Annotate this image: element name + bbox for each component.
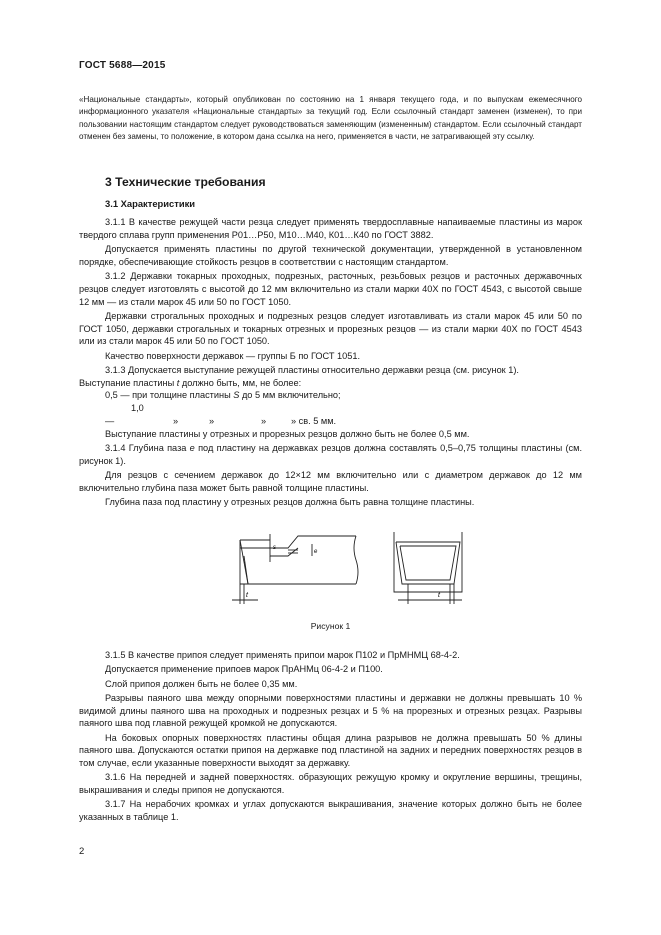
text-run: должно быть, мм, не более:: [179, 377, 302, 388]
paragraph-3-1-5-e: На боковых опорных поверхностях пластины общая длина разрывов не должна превышать 50 % длины паяного шва. Допускаются остатки припоя на державке под пластиной на задних и передних поверхностях резцов в том случае, если указанные поверхности выходят за державку.: [79, 732, 582, 768]
paragraph-3-1-2: 3.1.2 Державки токарных проходных, подрезных, расточных, резьбовых резцов и расточных державочных резцов следует изготовлять с высотой до 12 мм включительно из стали марки 40Х по ГОСТ 4543, с высотой свыше 12 мм — из стали марок 45 или 50 по ГОСТ 1050.: [79, 271, 582, 307]
paragraph-3-1-5-d: Разрывы паяного шва между опорными поверхностями пластины и державки не должны превышать 10 % видимой длины паяного шва на проходных и подрезных резцах и 5 % на прорезных и отрезных резцах. Разрывы паяного шва под главной режущей кромкой не допускаются.: [79, 692, 582, 729]
paragraph-3-1-5-b: Допускается применение припоев марок ПрАНМц 06-4-2 и П100.: [105, 664, 383, 675]
paragraph-3-1-3-e: Выступание пластины у отрезных и прорезных резцов должно быть не более 0,5 мм.: [105, 428, 470, 439]
intro-block: [79, 94, 582, 144]
ditto-mark: »: [173, 415, 179, 426]
paragraph-3-1-4-c: Глубина паза под пластину у отрезных резцов должна быть равна толщине пластины.: [105, 496, 475, 507]
paragraph-3-1-5-c: Слой припоя должен быть не более 0,35 мм.: [105, 678, 298, 689]
variable-e: е: [189, 442, 195, 453]
paragraph-3-1-1: 3.1.1 В качестве режущей части резца следует применять твердосплавные напаиваемые пластины из марок твердого сплава групп применения Р01…Р50, М10…М40, К01…К40 по ГОСТ 3882.: [79, 217, 582, 240]
insert-outline: [240, 548, 298, 556]
paragraph-3-1-3-c: [79, 389, 582, 402]
label-e: e: [314, 549, 318, 555]
left-tool-outline: [240, 536, 356, 548]
ditto-mark: »: [209, 415, 215, 426]
page-number: 2: [79, 846, 85, 857]
paragraph-3-1-4: [79, 442, 582, 468]
ditto-mark: »: [261, 415, 267, 426]
text-run: 1,0 —: [105, 403, 144, 426]
paragraph-3-1-7: 3.1.7 На нерабочих кромках и углах допускаются выкрашивания, значение которых должно быть не более указанных в таблице 1.: [79, 799, 582, 822]
subsection-heading: 3.1 Характеристики: [105, 198, 196, 209]
right-tool-inner: [400, 546, 456, 580]
label-t-left: t: [246, 592, 248, 599]
document-header: ГОСТ 5688—2015: [79, 60, 166, 71]
right-tool-outline: [394, 532, 462, 592]
paragraph-3-1-2-c: Качество поверхности державок — группы Б по ГОСТ 1051.: [105, 350, 361, 361]
label-t-right: t: [438, 592, 440, 599]
paragraph-3-1-3: 3.1.3 Допускается выступание режущей пластины относительно державки резца (см. рисунок 1).: [105, 364, 519, 375]
figure-1-drawing: [218, 520, 468, 610]
paragraph-3-1-3-d: [79, 402, 582, 428]
section-heading: 3 Технические требования: [105, 175, 266, 189]
text-run: 0,5 — при толщине пластины: [105, 390, 234, 401]
figure-caption: Рисунок 1: [310, 621, 351, 631]
body-text: [79, 216, 582, 510]
paragraph-3-1-1-b: Допускается применять пластины по другой технической документации, утвержденной в установленном порядке, обеспечивающие стойкость резцов в соответствии с настоящим стандартом.: [79, 244, 582, 267]
paragraph-3-1-3-b: [79, 377, 582, 390]
text-run: под пластину на державках резцов должна составлять 0,5–0,75 толщины пластины (см. рисунок 1).: [79, 442, 582, 466]
body-text-2: [79, 649, 582, 825]
text-run: 3.1.4 Глубина паза: [105, 442, 190, 453]
paragraph-3-1-4-b: Для резцов с сечением державок до 12×12 мм включительно или с диаметром державок до 12 мм включительно глубина паза может быть равной толщине пластины.: [79, 469, 582, 493]
paragraph-3-1-2-b: Державки строгальных проходных и подрезных резцов следует изготавливать из стали марок 45 или 50 по ГОСТ 1050, державки строгальных и токарных отрезных и прорезных резцов — из стали марки 40Х по ГОСТ 4543 или из стали марок 45 или 50 по ГОСТ 1050.: [79, 310, 582, 347]
paragraph-3-1-5: 3.1.5 В качестве припоя следует применять припои марок П102 и ПрМНМЦ 68-4-2.: [105, 650, 460, 660]
insert-line: [244, 556, 248, 584]
label-s: s: [273, 545, 276, 551]
text-run: до 5 мм включительно;: [239, 390, 341, 401]
paragraph-3-1-6: 3.1.6 На передней и задней поверхностях. образующих режущую кромку и округление вершины, трещины, выкрашивания и следы припоя не допускаются.: [79, 772, 582, 795]
variable-t: t: [176, 377, 180, 388]
text-run: » св. 5 мм.: [291, 415, 337, 426]
intro-paragraph: «Национальные стандарты», который опубликован по состоянию на 1 января текущего года, и по выпускам ежемесячного информационного указателя «Национальные стандарты» за текущий год. Если ссылочный стандарт заменен (изменен), то при пользовании настоящим стандартом следует руководствоваться заменяющим (измененным) стандартом. Если ссылочный стандарт отменен без замены, то положение, в котором дана ссылка на него, применяется в части, не затрагивающей эту ссылку.: [79, 95, 582, 142]
left-tool-break: [354, 536, 358, 584]
variable-s: S: [233, 390, 240, 401]
text-run: Выступание пластины: [79, 377, 177, 388]
